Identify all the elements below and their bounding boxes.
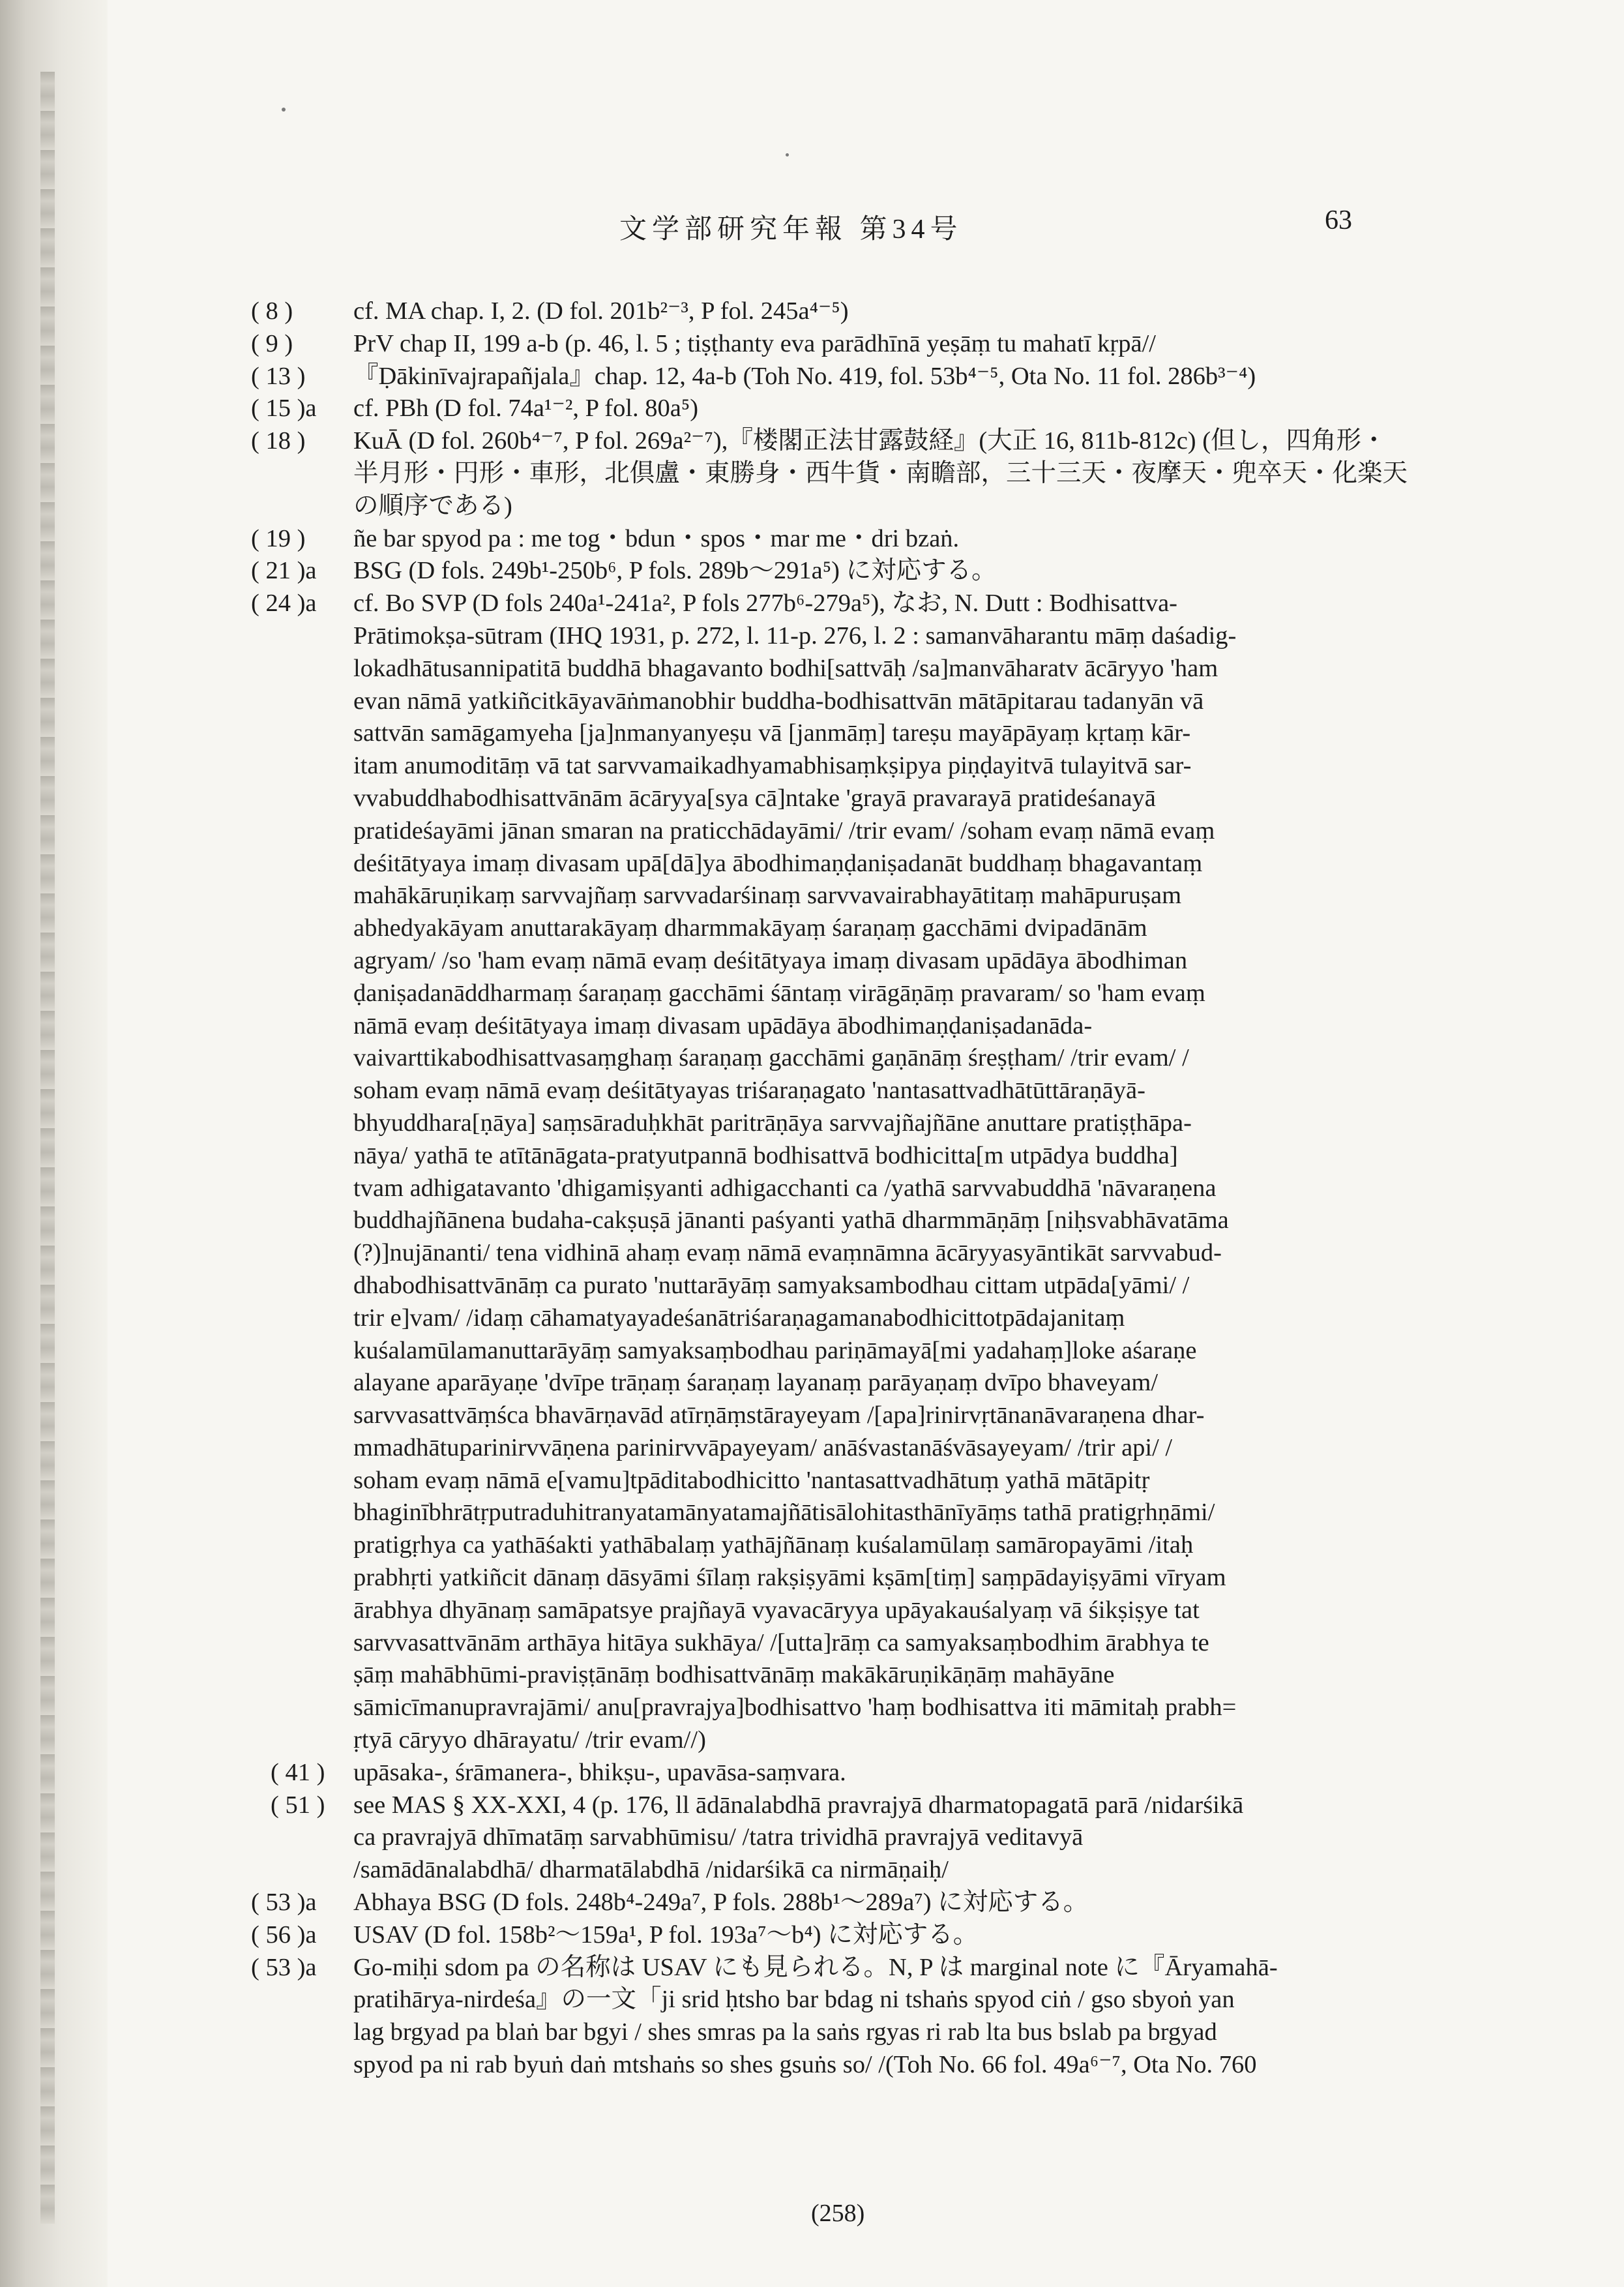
endnote-line: (?)]nujānanti/ tena vidhinā ahaṃ evaṃ nāmā evaṃnāmna ācāryyasyāntikāt sarvvabud-: [353, 1239, 1222, 1267]
endnote-line: ārabhya dhyānaṃ samāpatsye prajñayā vyavacāryya upāyakauśalyaṃ vā śikṣiṣye tat: [353, 1596, 1200, 1624]
endnote-line: vvabuddhabodhisattvānām ācāryya[sya cā]ntake 'grayā pravarayā pratideśanayā: [353, 784, 1156, 812]
endnote-line: dhabodhisattvānāṃ ca purato 'nuttarāyāṃ samyaksambodhau cittam utpāda[yāmi/ /: [353, 1271, 1190, 1299]
endnote-line: bhyuddhara[ṇāya] saṃsāraduḥkhāt paritrāṇāya sarvvajñajñāne anuttare pratiṣṭhāpa-: [353, 1109, 1192, 1137]
endnote-line: ṣāṃ mahābhūmi-praviṣṭānāṃ bodhisattvānāṃ makākāruṇikāṇāṃ mahāyāne: [353, 1661, 1115, 1689]
endnote-line: upāsaka-, śrāmanera-, bhikṣu-, upavāsa-saṃvara.: [353, 1758, 846, 1786]
endnote-line: 半月形・円形・車形，北倶盧・東勝身・西牛貨・南瞻部，三十三天・夜摩天・兜卒天・化楽天: [353, 459, 1408, 487]
endnote-line: /samādānalabdhā/ dharmatālabdhā /nidarśikā ca nirmāṇaiḥ/: [353, 1856, 949, 1884]
endnote-line: see MAS § XX-XXI, 4 (p. 176, ll ādānalabdhā pravrajyā dharmatopagatā parā /nidarśikā: [353, 1791, 1244, 1819]
page-number: 63: [1325, 205, 1352, 235]
endnotes: [251, 295, 1408, 2082]
endnote-line: agryam/ /so 'ham evaṃ nāmā evaṃ deśitātyaya imaṃ divasam upādāya ābodhiman: [353, 946, 1188, 974]
endnote: [251, 1757, 1379, 1789]
endnote-line: KuĀ (D fol. 260b⁴⁻⁷, P fol. 269a²⁻⁷),『楼閣正法甘露鼓経』(大正 16, 811b-812c) (但し，四角形・: [353, 427, 1387, 455]
endnote-line: ca pravrajyā dhīmatāṃ sarvabhūmisu/ /tatra trividhā pravrajyā veditavyā: [353, 1823, 1084, 1851]
endnote-line: lokadhātusannipatitā buddhā bhagavanto bodhi[sattvāḥ /sa]manvāharatv ācāryyo 'ham: [353, 654, 1218, 682]
endnote-number: ( 9 ): [251, 329, 293, 357]
endnote: [251, 1789, 1379, 1887]
endnote-line: PrV chap II, 199 a-b (p. 46, l. 5 ; tiṣṭhanty eva parādhīnā yeṣāṃ tu mahatī kṛpā//: [353, 329, 1156, 357]
endnote-line: nāya/ yathā te atītānāgata-pratyutpannā bodhisattvā bodhicitta[m utpādya buddha]: [353, 1141, 1178, 1169]
endnote-line: の順序である): [353, 492, 512, 520]
endnote-line: sattvān samāgamyeha [ja]nmanyanyeṣu vā [janmāṃ] tareṣu mayāpāyaṃ kṛtaṃ kār-: [353, 719, 1191, 747]
endnote-line: buddhajñānena budaha-cakṣuṣā jānanti paśyanti yathā dharmmāṇāṃ [niḥsvabhāvatāma: [353, 1206, 1229, 1234]
endnote-number: ( 53 )a: [251, 1953, 317, 1981]
endnote-line: evan nāmā yatkiñcitkāyavāṅmanobhir buddha-bodhisattvān mātāpitarau tadanyān vā: [353, 687, 1204, 715]
endnote-number: ( 53 )a: [251, 1889, 317, 1917]
endnote-line: lag brgyad pa blaṅ bar bgyi / shes smras pa la saṅs rgyas ri rab lta bus bslab pa brgyad: [353, 2018, 1217, 2046]
endnote: [251, 588, 1379, 1757]
endnote-line: 『Ḍākinīvajrapañjala』chap. 12, 4a-b (Toh No. 419, fol. 53b⁴⁻⁵, Ota No. 11 fol. 286b³⁻⁴): [353, 362, 1256, 390]
endnote: [251, 328, 1379, 361]
endnote-line: sarvvasattvānām arthāya hitāya sukhāya/ /[utta]rāṃ ca samyaksaṃbodhim ārabhya te: [353, 1628, 1209, 1656]
endnote: [251, 1887, 1379, 1919]
endnote-line: spyod pa ni rab byuṅ daṅ mtshaṅs so shes gsuṅs so/ /(Toh No. 66 fol. 49a⁶⁻⁷, Ota No. 760: [353, 2051, 1257, 2079]
endnote-line: tvam adhigatavanto 'dhigamiṣyanti adhigacchanti ca /yathā sarvvabuddhā 'nāvaraṇena: [353, 1174, 1217, 1202]
endnote: [251, 555, 1379, 588]
endnote-line: soham evaṃ nāmā evaṃ deśitātyayas triśaraṇagato 'nantasattvadhātūttāraṇāyā-: [353, 1077, 1145, 1105]
endnote: [251, 1919, 1379, 1952]
endnote-line: pratigṛhya ca yathāśakti yathābalaṃ yathājñānaṃ kuśalamūlaṃ samāropayāmi /itaḥ: [353, 1531, 1194, 1559]
binding-shadow: [0, 0, 108, 2287]
endnote-number: ( 19 ): [251, 524, 306, 552]
endnote-line: trir e]vam/ /idaṃ cāhamatyayadeśanātriśaraṇagamanabodhicittotpādajanitaṃ: [353, 1304, 1125, 1332]
endnote-line: prabhṛti yatkiñcit dānaṃ dāsyāmi śīlaṃ rakṣiṣyāmi kṣām[tiṃ] saṃpādayiṣyāmi vīryam: [353, 1564, 1226, 1592]
endnote-line: sarvvasattvāṃśca bhavārṇavād atīrṇāṃstārayeyam /[apa]rinirvṛtānanāvaraṇena dhar-: [353, 1401, 1205, 1429]
endnote-line: abhedyakāyam anuttarakāyaṃ dharmmakāyaṃ śaraṇaṃ gacchāmi dvipadānām: [353, 914, 1147, 942]
endnote-line: pratihārya-nirdeśa』の一文「ji srid ḥtsho bar bdag ni tshaṅs spyod ciṅ / gso sbyoṅ yan: [353, 1986, 1235, 2014]
endnote-number: ( 24 )a: [251, 590, 317, 618]
journal-title: 文学部研究年報 第34号: [619, 215, 963, 245]
endnote-line: itam anumoditāṃ vā tat sarvvamaikadhyamabhisaṃkṣipya piṇḍayitvā tulayitvā sar-: [353, 752, 1192, 780]
endnote-number: ( 15 )a: [251, 395, 317, 423]
endnote-line: Prātimokṣa-sūtram (IHQ 1931, p. 272, l. 11-p. 276, l. 2 : samanvāharantu māṃ daśadig-: [353, 621, 1237, 650]
endnote: [251, 295, 1379, 328]
endnote-line: cf. MA chap. I, 2. (D fol. 201b²⁻³, P fol. 245a⁴⁻⁵): [353, 297, 849, 325]
endnote: [251, 361, 1379, 393]
endnote-line: cf. PBh (D fol. 74a¹⁻², P fol. 80a⁵): [353, 395, 699, 423]
endnote-line: Abhaya BSG (D fols. 248b⁴-249a⁷, P fols. 288b¹～289a⁷) に対応する。: [353, 1889, 1089, 1917]
endnote: [251, 393, 1379, 425]
endnote: [251, 425, 1408, 522]
endnote-line: pratideśayāmi jānan smaran na praticchādayāmi/ /trir evam/ /soham evaṃ nāmā evaṃ: [353, 816, 1215, 845]
endnote-line: kuśalamūlamanuttarāyāṃ samyaksaṃbodhau pariṇāmayā[mi yadahaṃ]loke aśaraṇe: [353, 1336, 1197, 1364]
footer-page-label: (258): [811, 2200, 865, 2227]
binding-edge: [40, 72, 55, 2224]
endnote-line: nāmā evaṃ deśitātyaya imaṃ divasam upādāya ābodhimaṇḍaniṣadanāda-: [353, 1011, 1093, 1039]
scan-speck: [282, 108, 286, 112]
endnote-line: BSG (D fols. 249b¹-250b⁶, P fols. 289b～291a⁵) に対応する。: [353, 557, 997, 585]
endnote-line: Go-miḥi sdom pa の名称は USAV にも見られる。N, P は marginal note に『Āryamahā-: [353, 1953, 1278, 1981]
endnote-number: ( 13 ): [251, 362, 306, 390]
endnote-number: ( 18 ): [251, 427, 306, 455]
endnote-number: ( 8 ): [251, 297, 293, 325]
endnote-line: soham evaṃ nāmā e[vamu]tpāditabodhicitto 'nantasattvadhātuṃ yathā mātāpitṛ: [353, 1466, 1150, 1494]
endnote-line: sāmicīmanupravrajāmi/ anu[pravrajya]bodhisattvo 'haṃ bodhisattva iti māmitaḥ prabh=: [353, 1694, 1237, 1722]
endnote-number: ( 56 )a: [251, 1921, 317, 1949]
endnote: [251, 523, 1379, 556]
endnote-number: ( 51 ): [271, 1791, 325, 1819]
endnote-line: vaivarttikabodhisattvasaṃghaṃ śaraṇaṃ gacchāmi gaṇānāṃ śreṣṭham/ /trir evam/ /: [353, 1044, 1189, 1072]
endnote-number: ( 41 ): [271, 1758, 325, 1786]
endnote-number: ( 21 )a: [251, 557, 317, 585]
endnote-line: ḍaniṣadanāddharmaṃ śaraṇaṃ gacchāmi śāntaṃ virāgāṇāṃ pravaram/ so 'ham evaṃ: [353, 979, 1205, 1007]
endnote-line: deśitātyaya imaṃ divasam upā[dā]ya ābodhimaṇḍaniṣadanāt buddhaṃ bhagavantaṃ: [353, 849, 1203, 877]
endnote-line: cf. Bo SVP (D fols 240a¹-241a², P fols 277b⁶-279a⁵), なお, N. Dutt : Bodhisattva-: [353, 590, 1177, 618]
endnote-line: ṛtyā cāryyo dhārayatu/ /trir evam//): [353, 1726, 706, 1754]
endnote-line: bhaginībhrātṛputraduhitranyatamānyatamajñātisālohitasthānīyāṃs tathā pratigṛhṇāmi/: [353, 1499, 1215, 1527]
scan-speck: [786, 153, 789, 157]
endnote: [251, 1952, 1379, 2082]
endnote-line: ñe bar spyod pa : me tog・bdun・spos・mar me・dri bzaṅ.: [353, 524, 960, 552]
endnote-line: USAV (D fol. 158b²～159a¹, P fol. 193a⁷～b⁴) に対応する。: [353, 1921, 979, 1949]
endnote-line: alayane aparāyaṇe 'dvīpe trāṇaṃ śaraṇaṃ layanaṃ parāyaṇaṃ dvīpo bhaveyam/: [353, 1369, 1159, 1397]
endnote-line: mmadhātuparinirvvāṇena parinirvvāpayeyam/ anāśvastanāśvāsayeyam/ /trir api/ /: [353, 1433, 1173, 1461]
endnote-line: mahākāruṇikaṃ sarvvajñaṃ sarvvadarśinaṃ sarvvavairabhayātitaṃ mahāpuruṣam: [353, 882, 1182, 910]
